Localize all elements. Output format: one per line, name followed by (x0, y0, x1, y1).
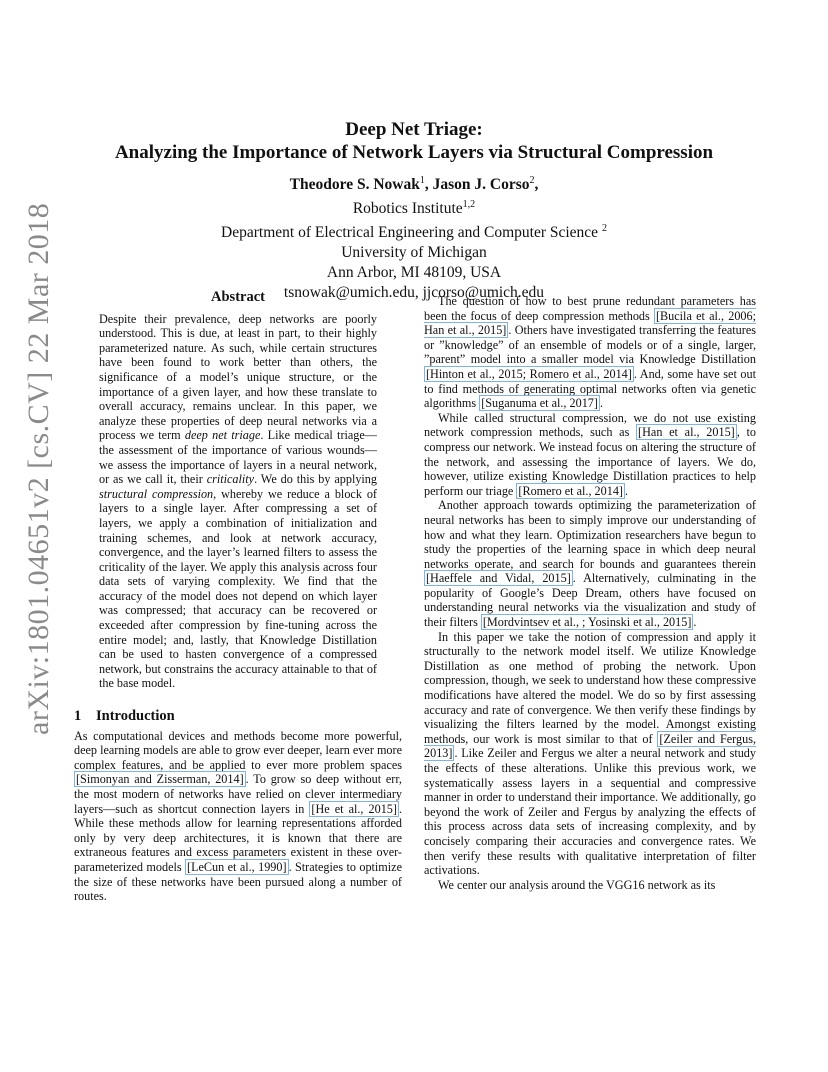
citation-link[interactable]: [Simonyan and Zisserman, 2014] (76, 772, 244, 787)
department-name: Department of Electrical Engineering and Computer Science (221, 224, 599, 242)
body-text: . Alternatively, culminating in the popularity of Google’s Deep Dream, others have focused on understanding neural networks via the visualization and study of their filters (424, 571, 757, 630)
intro-text-4: . Strategies to optimize the size of these networks have been pursued along a number of routes. (74, 859, 402, 904)
intro-text-3: . While these methods allow for learning representations afforded only by very deep architectures, it is known that there are extraneous features and excess parameters existent in these over-parameterized models (74, 801, 402, 874)
section-title: Introduction (96, 708, 175, 725)
author-block (0, 171, 828, 303)
abstract-text-3: . We do this by applying (254, 472, 377, 487)
body-text: The question of how to best prune redundant parameters has been the focus of deep compression methods (424, 294, 756, 323)
intro-paragraph (74, 729, 402, 904)
body-text: . (693, 615, 697, 630)
intro-text-2: . To grow so deep without err, the most modern of networks have relied on clever intermediary layers—such as shortcut connection layers in (74, 772, 402, 816)
abstract-paragraph (99, 312, 377, 691)
department-sup: 2 (601, 223, 607, 235)
author-2: Jason J. Corso (432, 176, 530, 194)
author-2-affiliation: 2 (529, 175, 535, 186)
citation-link[interactable]: [Han et al., 2015] (638, 425, 735, 440)
institute-name: Robotics Institute (352, 200, 463, 218)
body-text: . (624, 483, 629, 498)
citation-link[interactable]: [LeCun et al., 1990] (187, 859, 287, 874)
section-number: 1 (74, 708, 82, 725)
institute-sup: 1,2 (462, 199, 476, 211)
author-trailing-comma: , (534, 176, 539, 194)
body-text: , to compress our network. We instead focus on altering the structure of the network, and assessing the importance of layers. We do, however, utilize existing Knowledge Distillation practices to help perform our triage (424, 425, 756, 498)
body-text: . (599, 396, 604, 411)
abstract-body (74, 312, 402, 691)
body-text: In this paper we take the notion of compression and apply it structurally to the network model itself. We utilize Knowledge Distillation as one method of probing the network. Upon compression, though, we seek to understand how these compressive modifications have altered the model. We do so by first assessing accuracy and rate of convergence. We then verify these findings by visualizing the filters learned by the model. Amongst existing methods, our work is most similar to that of (424, 629, 756, 746)
abstract-emphasis-2: criticality (206, 472, 255, 487)
body-paragraph-2 (424, 411, 756, 499)
citation-link[interactable]: [Bucila et al., 2006; Han et al., 2015] (424, 308, 756, 338)
paper-title-line1: Deep Net Triage: (345, 119, 483, 140)
affiliation-department (0, 219, 828, 243)
citation-link[interactable]: [Romero et al., 2014] (518, 483, 623, 498)
body-paragraph-5 (424, 878, 756, 893)
body-paragraph-1 (424, 294, 756, 411)
citation-link[interactable]: [Zeiler and Fergus, 2013] (424, 731, 756, 761)
body-paragraph-3 (424, 498, 756, 629)
author-1: Theodore S. Nowak (289, 176, 420, 194)
body-text: While called structural compression, we do not use existing network compression methods, such as (424, 410, 756, 440)
body-text: . Like Zeiler and Fergus we alter a neural network and study the effects of these alterations. Unlike this previous work, we systematically assess layers in a sequential and compressive manner in order to understand their importance. We additionally, go beyond the work of Zeiler and Fergus by analyzing the effects of this process across data sets of increasing complexity, and by concisely comparing their accuracies and convergence rates. We then verify these results with qualitative interpretation of filter activations. (424, 746, 756, 878)
author-1-affiliation: 1 (419, 175, 425, 186)
citation-link[interactable]: [Hinton et al., 2015; Romero et al., 2014] (426, 366, 632, 381)
arxiv-identifier: arXiv:1801.04651v2 [cs.CV] 22 Mar 2018 (22, 202, 55, 735)
citation-link[interactable]: [Haeffele and Vidal, 2015] (426, 571, 571, 586)
body-text: . Others have investigated transferring the features or ”knowledge” of an ensemble of models or of a single, larger, ”parent” model into a smaller model via Knowledge Distillation (424, 323, 756, 367)
body-text: We center our analysis around the VGG16 network as its (438, 877, 716, 892)
body-paragraph-4 (424, 630, 756, 878)
intro-text-1: As computational devices and methods become more powerful, deep learning models are able to grow ever deeper, learn ever more complex features, and be applied to ever more problem spaces (74, 728, 402, 772)
body-text: Another approach towards optimizing the parameterization of neural networks has been to simply improve our understanding of how and what they learn. Optimization researchers have begun to study the properties of the learning space in which deep neural networks operate, and search for bounds and guarantees therein (424, 498, 756, 571)
abstract-heading: Abstract (211, 289, 265, 305)
abstract-text-4: , whereby we reduce a block of layers to a single layer. After compressing a set of layers, we apply a combination of initialization and training schemes, and look at network accuracy, convergence, and the layer’s learned filters to assess the criticality of the layer. We apply this analysis across four data sets of varying complexity. We find that the accuracy of the model does not depend on which layer was compressed; that accuracy can be recovered or exceeded after compression by fine-tuning across the entire model; and, lastly, that Knowledge Distillation can be used to hasten convergence of a compressed network, but constrains the accuracy attainable to that of the base model. (99, 486, 377, 691)
abstract-text-1: Despite their prevalence, deep networks are poorly understood. This is due, at least in part, to their highly parameterized nature. As such, while certain structures have been found to work better than others, the significance of a model’s unique structure, or the importance of a given layer, and how these translate to overall accuracy, remains unclear. In this paper, we analyze these properties of deep neural networks via a process we term (99, 311, 377, 443)
section-heading-introduction (74, 709, 402, 724)
citation-link[interactable]: [He et al., 2015] (311, 801, 397, 816)
citation-link[interactable]: [Mordvintsev et al., ; Yosinski et al., 2015] (482, 615, 692, 630)
affiliation-university: University of Michigan (341, 244, 487, 262)
left-column (74, 290, 402, 904)
citation-link[interactable]: [Suganuma et al., 2017] (481, 396, 598, 411)
author-emails: tsnowak@umich.edu, jjcorso@umich.edu (283, 284, 545, 302)
abstract-text-2: . Like medical triage—the assessment of the importance of various wounds—we assess the importance of layers in a neural network, or as we call it, their (99, 428, 377, 487)
abstract-emphasis-1: deep net triage (184, 428, 261, 443)
abstract-emphasis-3: structural compression (99, 486, 214, 501)
right-column (424, 294, 756, 892)
affiliation-address: Ann Arbor, MI 48109, USA (326, 264, 502, 282)
author-names: Theodore S. Nowak$^1$, Jason J. Corso$^2$, (289, 175, 539, 194)
affiliation-institute (0, 195, 828, 219)
body-text: . And, some have set out to find methods of generating optimal networks often via genetic algorithms (424, 366, 756, 411)
paper-title-line2: Analyzing the Importance of Network Layers via Structural Compression (114, 142, 714, 163)
